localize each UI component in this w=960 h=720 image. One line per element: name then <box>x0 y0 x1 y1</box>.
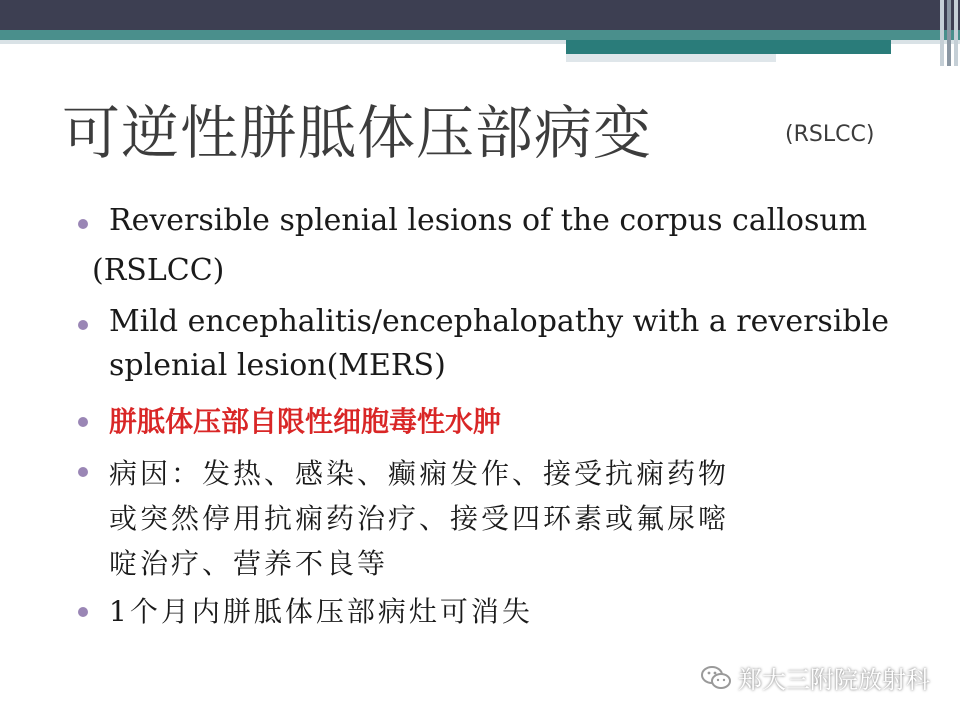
bullet-dot <box>78 320 88 330</box>
bullet-2-line-1: Mild encephalitis/encephalopathy with a reversible <box>109 304 889 339</box>
top-header-bar <box>0 0 960 30</box>
bullet-4-line-1: 病因：发热、感染、癫痫发作、接受抗痫药物 <box>109 457 730 490</box>
bullet-4-line-2: 或突然停用抗痫药治疗、接受四环素或氟尿嘧 <box>109 502 730 535</box>
slide-title: 可逆性胼胝体压部病变 <box>62 99 653 167</box>
bullet-dot <box>78 607 88 617</box>
accent-tab-shadow <box>566 54 776 62</box>
wechat-icon <box>700 664 732 692</box>
watermark-text: 郑大三附院放射科 <box>738 666 930 694</box>
bullet-5-line-1: 1个月内胼胝体压部病灶可消失 <box>109 595 533 628</box>
corner-bar <box>940 0 944 66</box>
bullet-1-line-1: Reversible splenial lesions of the corpus callosum <box>109 203 868 238</box>
accent-tab <box>566 40 891 54</box>
bullet-2-line-2: splenial lesion(MERS) <box>109 348 446 383</box>
corner-decoration <box>928 0 960 66</box>
bullet-1-line-2: (RSLCC) <box>92 253 225 288</box>
corner-bar <box>947 0 951 66</box>
bullet-dot <box>78 219 88 229</box>
teal-accent-bar <box>0 30 960 40</box>
bullet-4-line-3: 啶治疗、营养不良等 <box>109 547 389 580</box>
bullet-dot <box>78 417 88 427</box>
corner-bar <box>954 0 958 66</box>
watermark <box>700 660 930 695</box>
bullet-dot <box>78 467 88 477</box>
bullet-3-line-1: 胼胝体压部自限性细胞毒性水肿 <box>109 405 502 438</box>
slide-subtitle: (RSLCC) <box>785 122 875 147</box>
